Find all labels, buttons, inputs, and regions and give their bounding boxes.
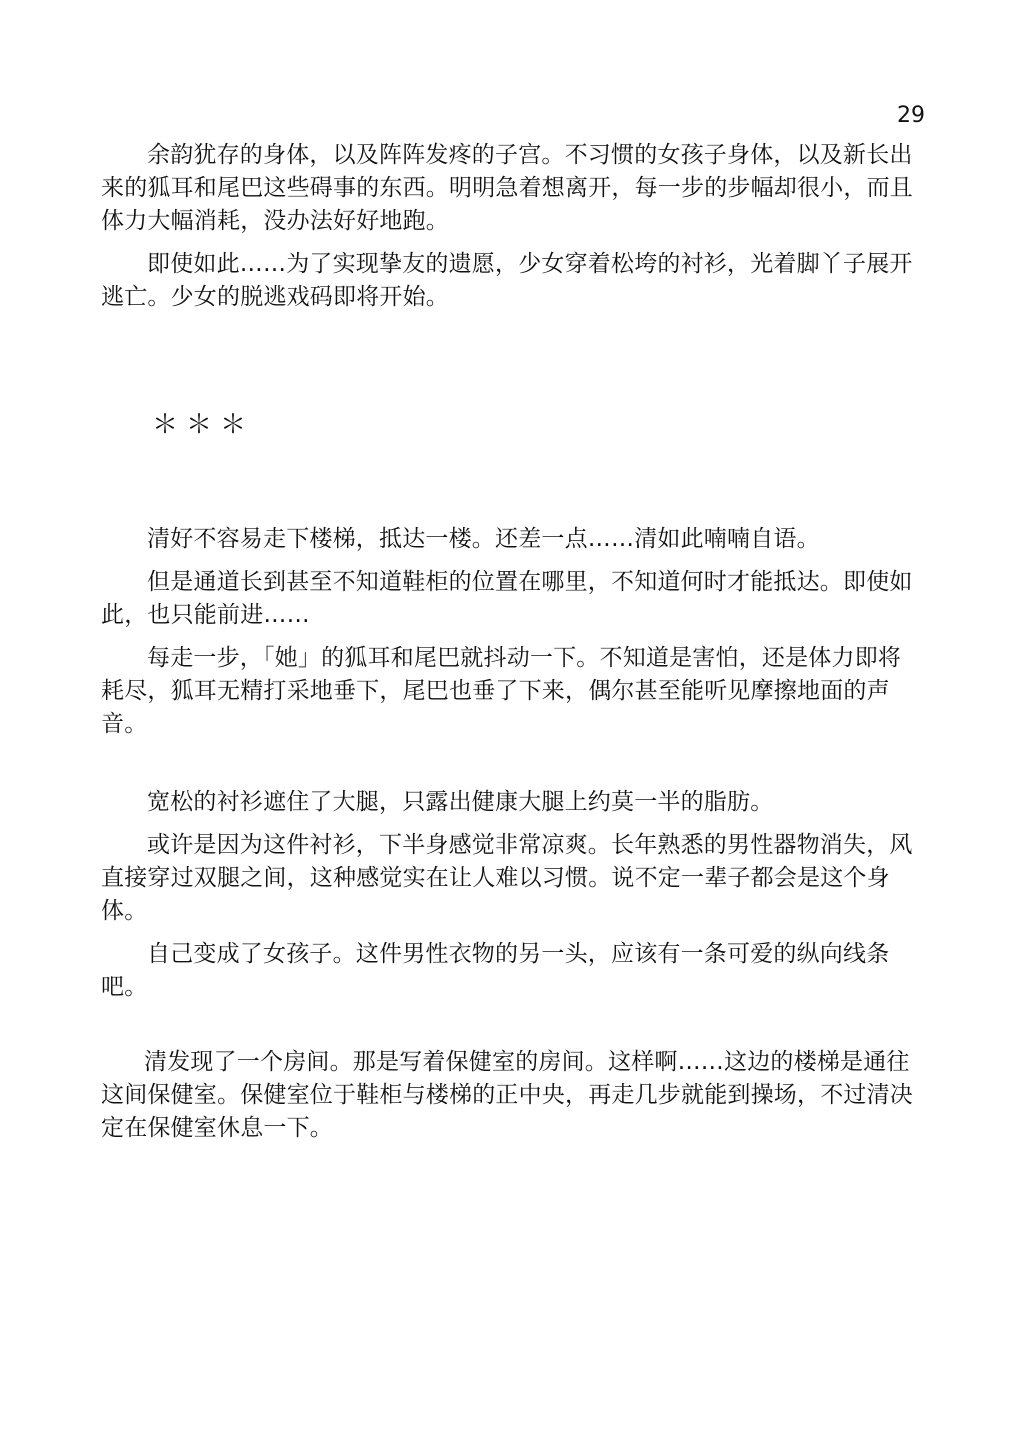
paragraph: 即使如此……为了实现挚友的遗愿，少女穿着松垮的衬衫，光着脚丫子展开逃亡。少女的脱逃戏码即将开始。 [101,251,913,310]
page-number: 29 [897,103,925,128]
text-block-4 [101,1046,921,1155]
text-block-3 [101,786,921,1014]
text-block-1 [101,139,921,324]
paragraph: 自己变成了女孩子。这件男性衣物的另一头，应该有一条可爱的纵向线条吧。 [101,941,890,1000]
paragraph: 清发现了一个房间。那是写着保健室的房间。这样啊……这边的楼梯是通往这间保健室。保健室位于鞋柜与楼梯的正中央，再走几步就能到操场，不过清决定在保健室休息一下。 [101,1049,913,1141]
paragraph: 每走一步，「她」的狐耳和尾巴就抖动一下。不知道是害怕，还是体力即将耗尽，狐耳无精打采地垂下，尾巴也垂了下来，偶尔甚至能听见摩擦地面的声音。 [101,645,902,737]
paragraph: 或许是因为这件衬衫，下半身感觉非常凉爽。长年熟悉的男性器物消失，风直接穿过双腿之间，这种感觉实在让人难以习惯。说不定一辈子都会是这个身体。 [101,832,913,924]
scene-separator: ＊＊＊ [152,410,255,440]
paragraph: 但是通道长到甚至不知道鞋柜的位置在哪里，不知道何时才能抵达。即使如此，也只能前进…… [101,569,913,628]
paragraph: 清好不容易走下楼梯，抵达一楼。还差一点……清如此喃喃自语。 [147,526,820,552]
paragraph: 余韵犹存的身体，以及阵阵发疼的子宫。不习惯的女孩子身体，以及新长出来的狐耳和尾巴这些碍事的东西。明明急着想离开，每一步的步幅却很小，而且体力大幅消耗，没办法好好地跑。 [101,142,913,234]
paragraph: 宽松的衬衫遮住了大腿，只露出健康大腿上约莫一半的脂肪。 [147,789,774,815]
text-block-2 [101,523,921,751]
